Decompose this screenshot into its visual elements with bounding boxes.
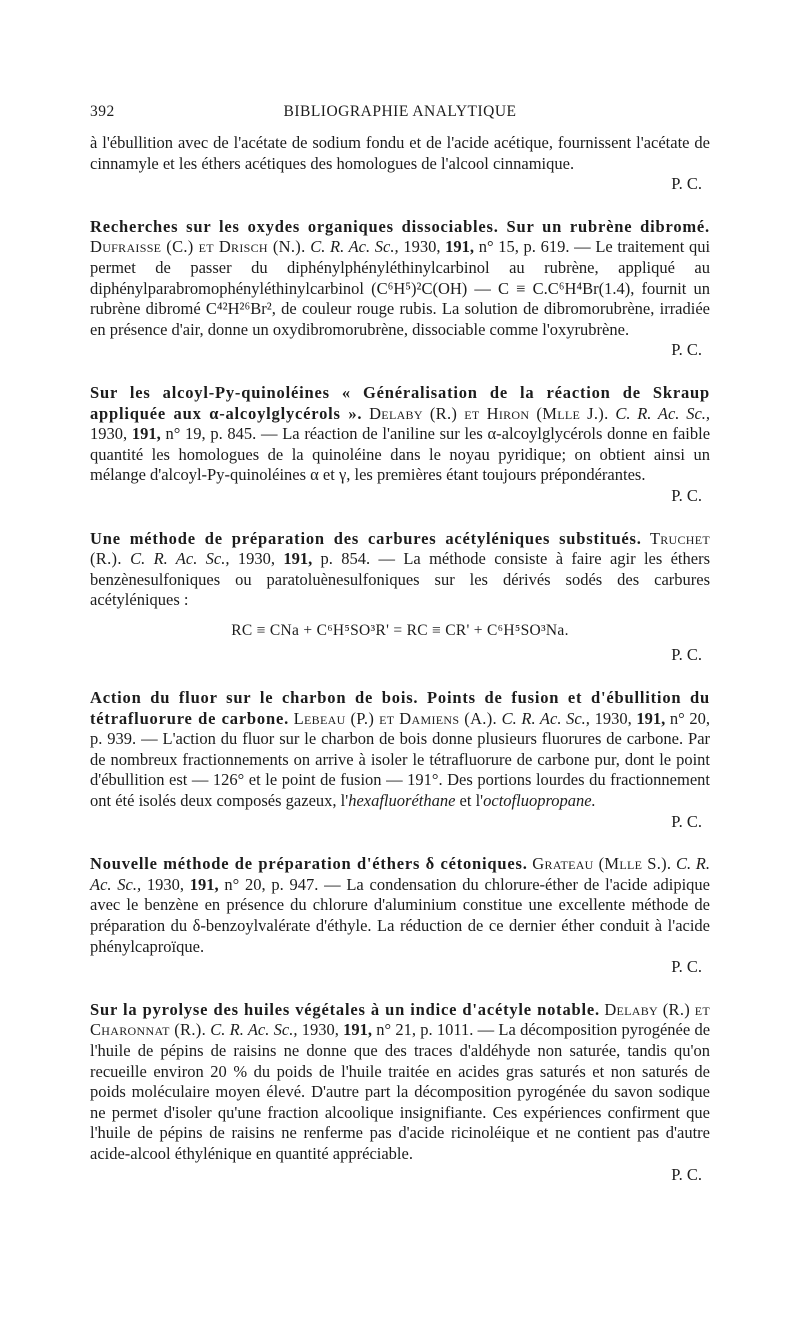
page-content [90, 133, 710, 1185]
entry-year: 1930, [301, 1020, 339, 1040]
entry-signature: P. C. [671, 957, 702, 977]
entry-volume: 191, [283, 549, 313, 569]
entry-body-connector: et l' [455, 791, 484, 811]
entry-title: Nouvelle méthode de préparation d'éthers δ cétoniques. [90, 854, 528, 874]
entry-year: 1930, [90, 424, 128, 444]
entry-paragraph [90, 383, 710, 486]
entry-title: Action du fluor sur le charbon de bois. Points de fusion et d'ébullition du tétrafluorure de carbone. [90, 688, 710, 728]
entry-year: 1930, [594, 708, 632, 728]
entry-authors: Delaby (R.) et Charonnat (R.). [90, 999, 710, 1040]
entry-issue-page: n° 21, p. 1011. [376, 1020, 474, 1040]
entry-volume: 191, [189, 874, 219, 894]
entry-year: 1930, [146, 874, 184, 894]
running-title: BIBLIOGRAPHIE ANALYTIQUE [283, 103, 517, 120]
entry-body: — La condensation du chlorure-éther de l'acide adipique avec le benzène en présence du chlorure d'aluminium constitue une excellente méthode de préparation du δ-benzoylvalérate d'éthyle. La réduction de ce dernier éther conduit à l'acide phénylcaproïque. [90, 874, 710, 956]
entry-journal: C. R. Ac. Sc., [210, 1020, 298, 1040]
bibliography-entry [90, 383, 710, 507]
entry-title: Recherches sur les oxydes organiques dissociables. Sur un rubrène dibromé. [90, 216, 710, 236]
entry-title: Sur les alcoyl-Py-quinoléines « Généralisation de la réaction de Skraup appliquée aux α-alcoylglycérols ». [90, 382, 710, 423]
entry-journal: C. R. Ac. Sc., [130, 549, 230, 569]
entry-paragraph [90, 217, 710, 341]
entry-authors: Truchet (R.). [90, 528, 711, 569]
compound-name: hexafluoréthane [348, 791, 456, 811]
entry-authors: Delaby (R.) et Hiron (Mlle J.). [369, 403, 609, 423]
entry-authors: Grateau (Mlle S.). [532, 854, 672, 874]
entry-signature: P. C. [671, 485, 702, 505]
entry-title: Sur la pyrolyse des huiles végétales à un indice d'acétyle notable. [90, 999, 600, 1019]
entry-title: Une méthode de préparation des carbures acétyléniques substitués. [90, 528, 642, 548]
page-header [90, 103, 710, 127]
entry-signature: P. C. [671, 645, 702, 665]
entry-body: — La méthode consiste à faire agir les éthers benzènesulfoniques ou paratoluènesulfoniques sur les dérivés sodés des carbures acétyléniques : [90, 549, 711, 610]
chemical-equation: RC ≡ CNa + C⁶H⁵SO³R' = RC ≡ CR' + C⁶H⁵SO³Na. [231, 621, 569, 639]
entry-issue-page: n° 20, p. 939. [90, 708, 711, 749]
entry-year: 1930, [237, 549, 275, 569]
entry-issue-page: n° 15, p. 619. [478, 237, 570, 257]
entry-journal: C. R. Ac. Sc., [501, 708, 590, 728]
entry-body: — La réaction de l'aniline sur les α-alcoylglycérols donne en faible quantité les homologues de la quinoléine dans le noyau pyridique; on obtient ainsi un mélange d'alcoyl-Py-quinoléines α et γ, les premières étant toujours prépondérantes. [90, 424, 711, 485]
entry-body: — L'action du fluor sur le charbon de bois donne plusieurs fluorures de carbone. Par de nombreux fractionnements on arrive à isoler le tétrafluorure de carbone pur, dont le point d'ébullition est — 126° et le point de fusion — 191°. Des portions lourdes du fractionnement ont été isolés deux composés gazeux, l' [90, 729, 711, 811]
entry-signature: P. C. [671, 340, 702, 360]
entry-paragraph [90, 688, 710, 812]
entry-body: — Le traitement qui permet de passer du diphénylphényléthinylcarbinol au rubrène, appliqué au diphénylparabromophényléthinylcarbinol (C⁶H⁵)²C(OH) — C ≡ C.C⁶H⁴Br(1.4), fournit un rubrène dibromé C⁴²H²⁶Br², de couleur rouge rubis. La solution de dibromorubrène, irradiée en présence d'air, donne un oxydibromorubrène, dissociable comme l'oxyrubrène. [90, 237, 711, 339]
entry-volume: 191, [131, 424, 161, 444]
entry-authors: Dufraisse (C.) et Drisch (N.). [90, 237, 306, 257]
entry-issue-page: p. 854. [320, 549, 371, 569]
entry-volume: 191, [636, 708, 666, 728]
entry-journal: C. R. Ac. Sc., [615, 403, 711, 423]
entry-body: — La décomposition pyrogénée de l'huile de pépins de raisins ne donne que des traces d'aldéhyde non saturée, tandis qu'on recueille environ 20 % du poids de l'huile traitée en acides gras saturés et non saturés de poids moléculaire moyen élevé. D'autre part la décomposition pyrogénée du savon sodique ne permet d'isoler qu'une fraction alcoolique insignifiante. Ces expériences confirment que l'huile de pépins de raisins ne renferme pas d'acide ricinoléique et ne contient pas d'autre acide-alcool éthylénique en quantité appréciable. [90, 1020, 711, 1163]
bibliography-entry [90, 688, 710, 832]
entry-authors: Lebeau (P.) et Damiens (A.). [293, 708, 497, 728]
entry-signature: P. C. [671, 174, 702, 194]
continuation-text: à l'ébullition avec de l'acétate de sodium fondu et de l'acide acétique, fournissent l'acétate de cinnamyle et les éthers acétiques des homologues de l'alcool cinnamique. [90, 133, 710, 173]
entry-paragraph [90, 1000, 710, 1165]
entry-signature: P. C. [671, 811, 702, 831]
entry-issue-page: n° 19, p. 845. [165, 424, 257, 444]
bibliography-entry [90, 854, 710, 978]
bibliography-entry [90, 1000, 710, 1185]
bibliography-entry [90, 529, 710, 667]
compound-name: octofluopropane. [483, 791, 596, 811]
entry-paragraph [90, 529, 710, 611]
entry-journal: C. R. Ac. Sc., [90, 854, 710, 894]
page-number: 392 [90, 103, 115, 120]
entry-year: 1930, [403, 237, 441, 257]
entry-journal: C. R. Ac. Sc., [310, 237, 399, 257]
entry-paragraph [90, 854, 710, 957]
entry-issue-page: n° 20, p. 947. [224, 874, 319, 894]
continuation-entry [90, 133, 710, 195]
entry-signature: P. C. [671, 1164, 702, 1184]
entry-volume: 191, [343, 1020, 372, 1040]
entry-volume: 191, [445, 237, 474, 257]
bibliography-entry [90, 217, 710, 361]
